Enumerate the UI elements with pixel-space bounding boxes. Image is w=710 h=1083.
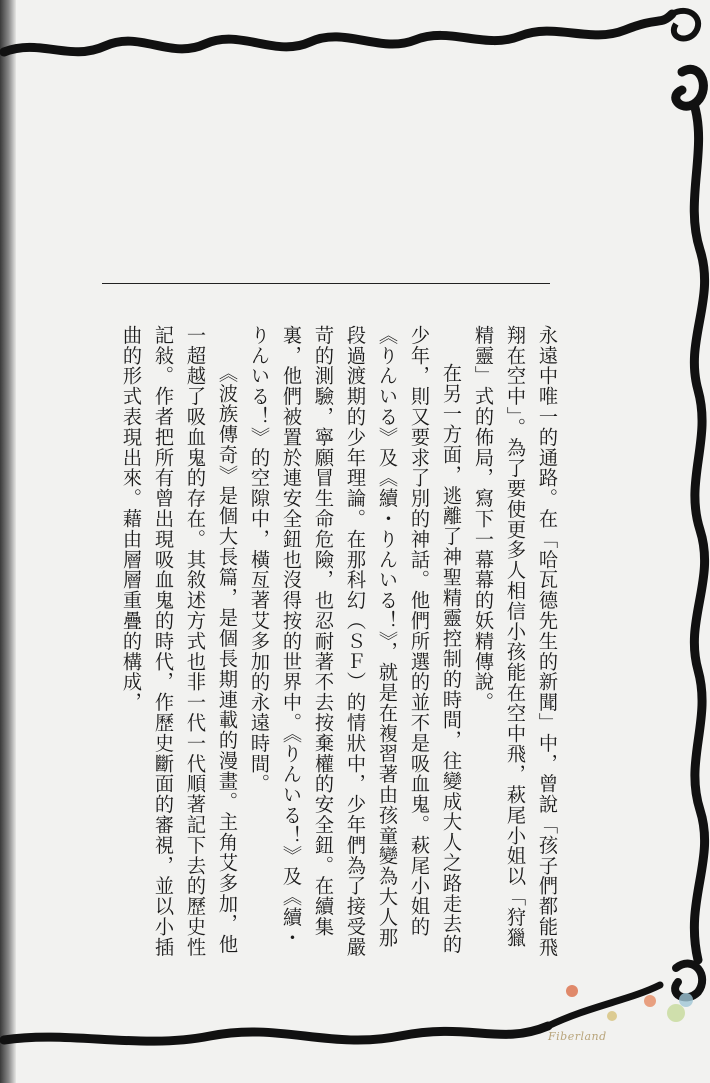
right-scroll <box>676 69 704 106</box>
horizontal-rule <box>102 283 550 284</box>
top-right-curl <box>672 11 698 39</box>
right-border-vine <box>694 104 705 960</box>
bottom-border-vine <box>4 1026 548 1041</box>
flower-dot <box>566 985 578 997</box>
vertical-text-body <box>95 325 563 965</box>
bottom-right-curl <box>675 964 702 998</box>
scan-watermark-logo: Fiberland <box>548 1030 607 1043</box>
paragraph-1: 永遠中唯一的通路。在「哈瓦德先生的新聞」中，曾說「孩子們都能飛翔在空中」。為了要使更多人相信小孩能在空中飛，萩尾小姐以「狩獵精靈」式的佈局，寫下一幕幕的妖精傳說。 <box>472 325 559 958</box>
paragraph-2: 在另一方面，逃離了神聖精靈控制的時間，往變成大人之路走去的少年，則又要求了別的神話。他們所選的並不是吸血鬼。萩尾小姐的《りんいる》及《續・りんいる！》，就是在複習著由孩童變為大人那段過渡期的少年理論。在那科幻（ＳＦ）的情狀中，少年們為了接受嚴苛的測驗，寧願冒生命危險，也忍耐著不去按棄權的安全鈕。在續集裏，他們被置於連安全鈕也沒得按的世界中。《りんいる！》及《續・りんいる！》的空隙中，橫亙著艾多加的永遠時間。 <box>248 325 463 958</box>
top-border-vine <box>4 14 672 52</box>
paragraph-3: 《波族傳奇》是個大長篇，是個長期連載的漫畫。主角艾多加，他一超越了吸血鬼的存在。其敘述方式也非一代一代順著記下去的歷史性記敍。作者把所有曾出現吸血鬼的時代，作歷史斷面的審視，並以小插曲的形式表現出來。藉由層層重疊的構成， <box>120 325 239 958</box>
